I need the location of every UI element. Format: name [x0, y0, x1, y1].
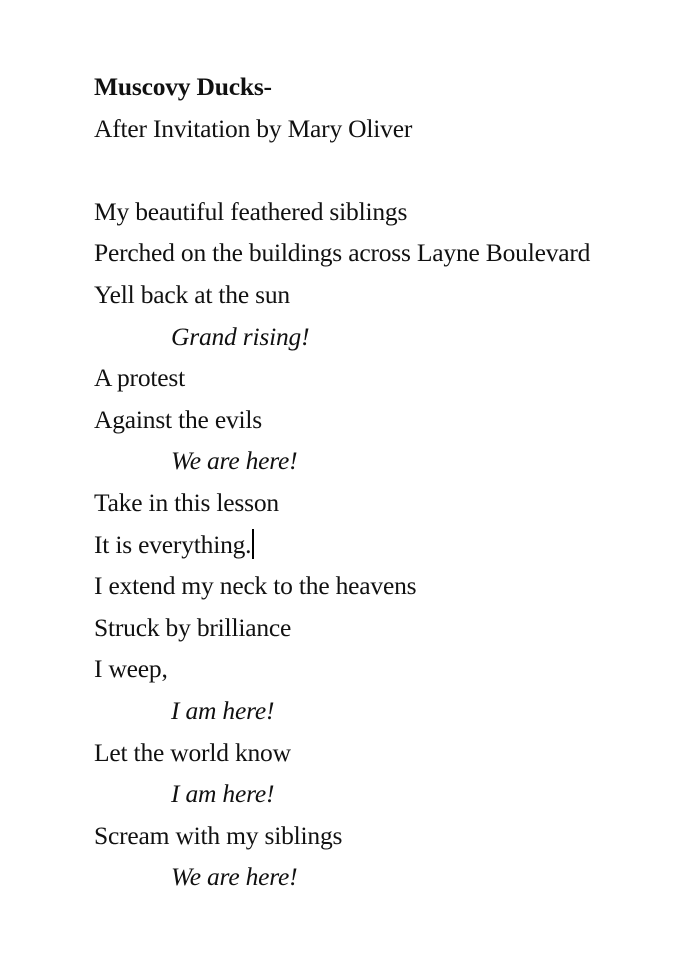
poem-title-line [94, 66, 656, 108]
text-cursor [252, 529, 254, 559]
poem-line-with-cursor [94, 524, 656, 566]
poem-line: I extend my neck to the heavens [94, 571, 417, 601]
poem-refrain: I am here! [171, 779, 275, 809]
poem-line: Against the evils [94, 404, 262, 434]
stanza-spacer [94, 149, 656, 191]
document-page[interactable] [94, 66, 656, 898]
poem-title-dash: - [263, 72, 272, 101]
poem-line: Yell back at the sun [94, 279, 290, 309]
poem-refrain: We are here! [171, 446, 298, 476]
poem-line: Let the world know [94, 737, 291, 767]
poem-line: A protest [94, 363, 185, 393]
poem-line: Take in this lesson [94, 487, 279, 517]
poem-refrain: Grand rising! [171, 321, 310, 351]
poem-subtitle: After Invitation by Mary Oliver [94, 113, 413, 143]
poem-line-text: It is everything. [94, 529, 252, 559]
poem-line: Scream with my siblings [94, 820, 343, 850]
poem-line: Struck by brilliance [94, 612, 292, 642]
poem-line: My beautiful feathered siblings [94, 196, 408, 226]
poem-line: I weep, [94, 654, 168, 684]
poem-title: Muscovy Ducks [94, 72, 264, 101]
poem-line: Perched on the buildings across Layne Boulevard [94, 238, 591, 268]
poem-refrain: We are here! [171, 862, 298, 892]
poem-refrain: I am here! [171, 695, 275, 725]
